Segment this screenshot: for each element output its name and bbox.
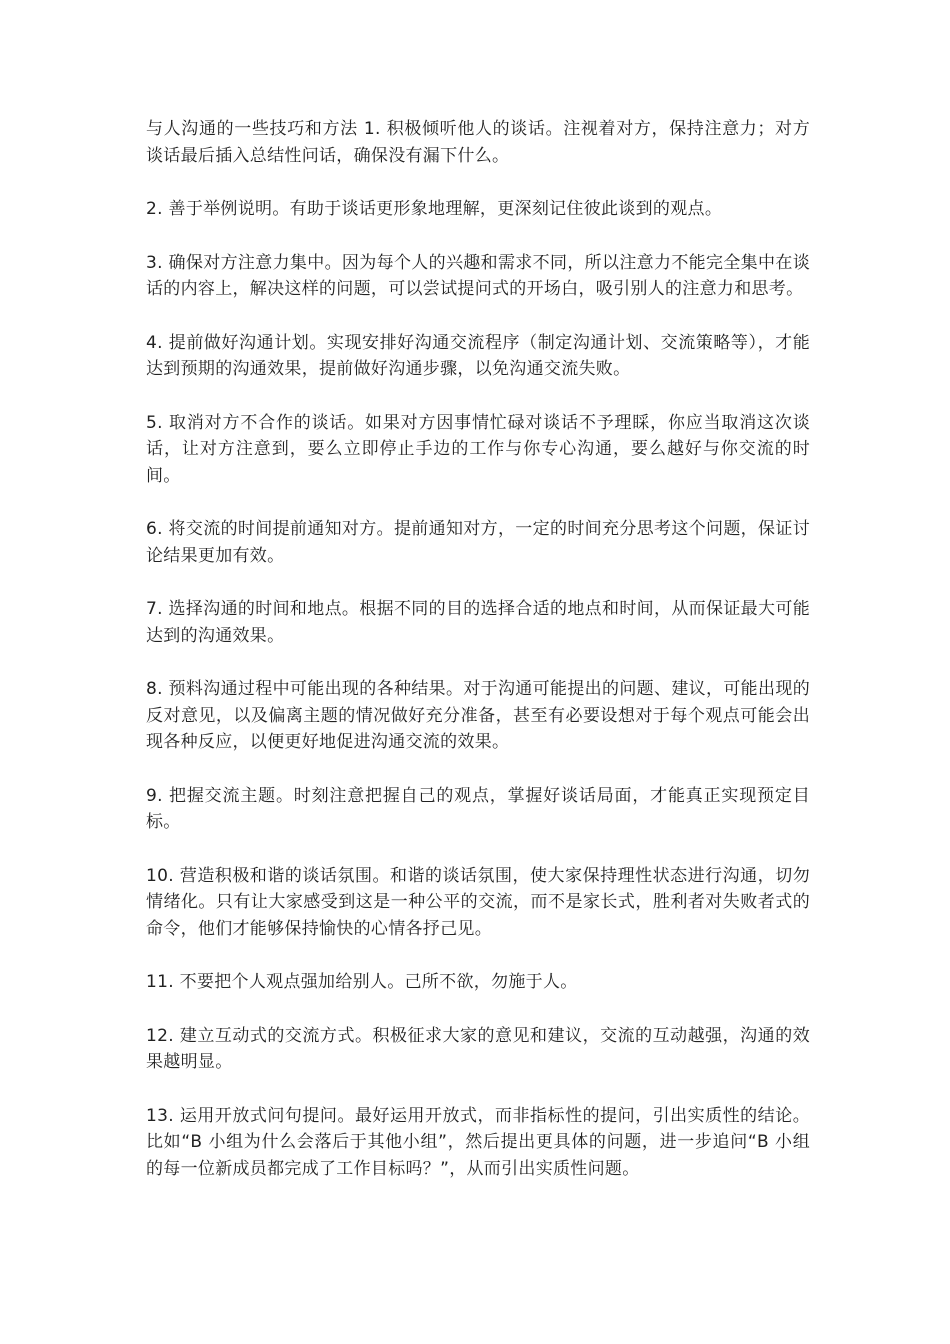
paragraph-tip-3: 3. 确保对方注意力集中。因为每个人的兴趣和需求不同，所以注意力不能完全集中在谈话的内容上，解决这样的问题，可以尝试提问式的开场白，吸引别人的注意力和思考。 <box>146 252 810 299</box>
paragraph-tip-13: 13. 运用开放式问句提问。最好运用开放式，而非指标性的提问，引出实质性的结论。比如“B 小组为什么会落后于其他小组”，然后提出更具体的问题，进一步追问“B 小组的每一位新成员都完成了工作目标吗？”，从而引出实质性问题。 <box>146 1105 810 1179</box>
paragraph-tip-7: 7. 选择沟通的时间和地点。根据不同的目的选择合适的地点和时间，从而保证最大可能达到的沟通效果。 <box>146 599 810 646</box>
paragraph-tip-9: 9. 把握交流主题。时刻注意把握自己的观点，掌握好谈话局面，才能真正实现预定目标。 <box>146 785 810 832</box>
paragraph-tip-12: 12. 建立互动式的交流方式。积极征求大家的意见和建议，交流的互动越强，沟通的效果越明显。 <box>146 1025 810 1072</box>
paragraph-intro-tip-1: 与人沟通的一些技巧和方法 1. 积极倾听他人的谈话。注视着对方，保持注意力；对方谈话最后插入总结性问话，确保没有漏下什么。 <box>146 119 810 166</box>
paragraph-tip-2: 2. 善于举例说明。有助于谈话更形象地理解，更深刻记住彼此谈到的观点。 <box>146 199 723 219</box>
paragraph-tip-4: 4. 提前做好沟通计划。实现安排好沟通交流程序（制定沟通计划、交流策略等），才能达到预期的沟通效果，提前做好沟通步骤，以免沟通交流失败。 <box>146 332 810 379</box>
paragraph-tip-6: 6. 将交流的时间提前通知对方。提前通知对方，一定的时间充分思考这个问题，保证讨论结果更加有效。 <box>146 519 810 566</box>
paragraph-tip-11: 11. 不要把个人观点强加给别人。己所不欲，勿施于人。 <box>146 972 578 992</box>
paragraph-tip-5: 5. 取消对方不合作的谈话。如果对方因事情忙碌对谈话不予理睬，你应当取消这次谈话，让对方注意到，要么立即停止手边的工作与你专心沟通，要么越好与你交流的时间。 <box>146 412 810 486</box>
document-body <box>146 116 810 1209</box>
paragraph-tip-8: 8. 预料沟通过程中可能出现的各种结果。对于沟通可能提出的问题、建议，可能出现的反对意见，以及偏离主题的情况做好充分准备，甚至有必要设想对于每个观点可能会出现各种反应，以便更好地促进沟通交流的效果。 <box>146 679 810 752</box>
paragraph-tip-10: 10. 营造积极和谐的谈话氛围。和谐的谈话氛围，使大家保持理性状态进行沟通，切勿情绪化。只有让大家感受到这是一种公平的交流，而不是家长式，胜利者对失败者式的命令，他们才能够保持愉快的心情各抒己见。 <box>146 865 810 939</box>
